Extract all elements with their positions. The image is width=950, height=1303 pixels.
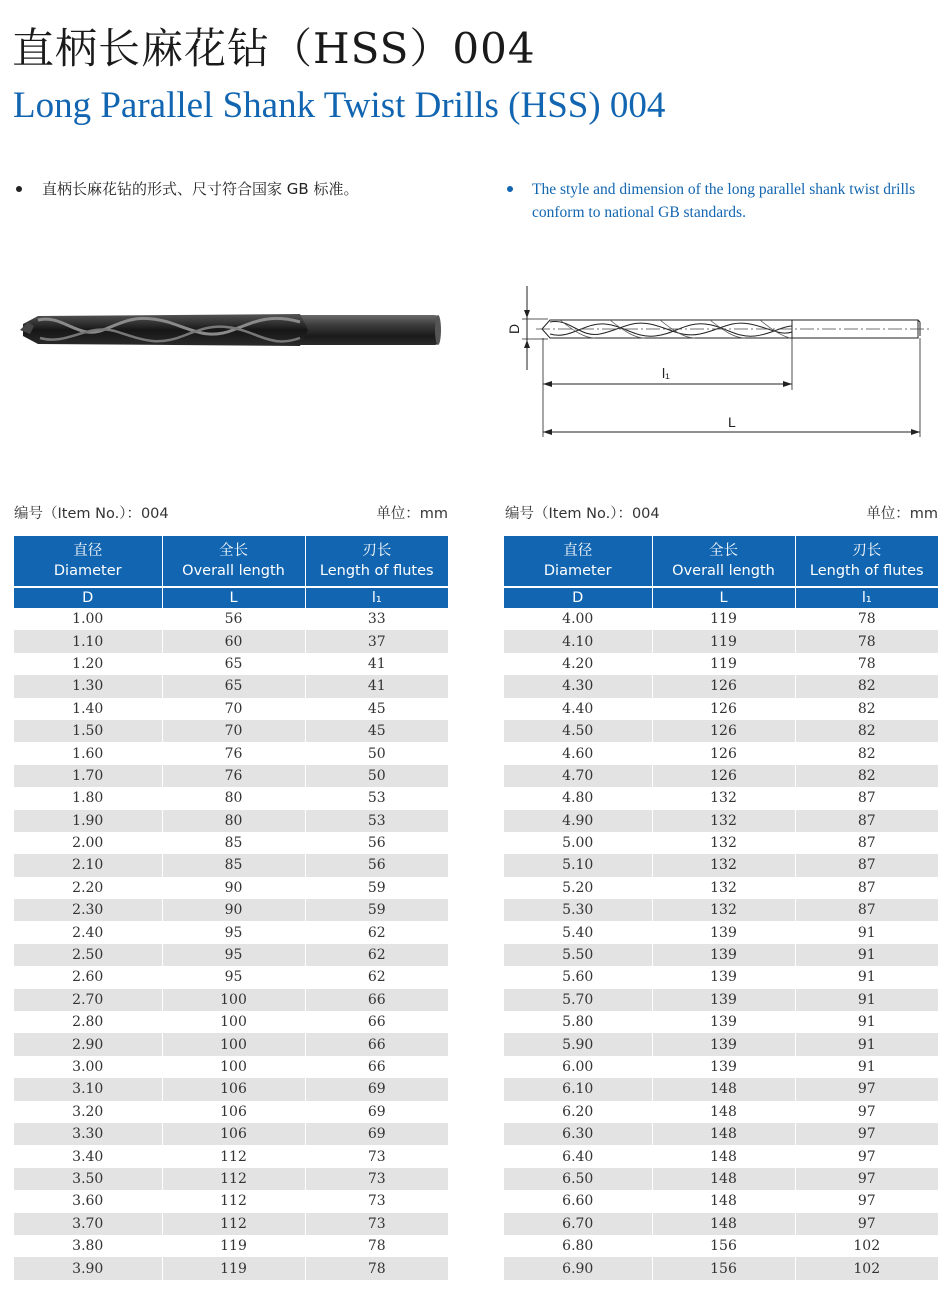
cell-diameter: 3.70 [14, 1213, 162, 1235]
header-flute-length [795, 536, 938, 587]
table-row [14, 1011, 448, 1033]
cell-flute-length: 62 [305, 966, 448, 988]
cell-diameter: 5.50 [504, 944, 652, 966]
cell-diameter: 1.00 [14, 608, 162, 630]
cell-overall-length: 126 [652, 720, 795, 742]
cell-diameter: 5.90 [504, 1033, 652, 1055]
cell-diameter: 5.40 [504, 921, 652, 943]
cell-diameter: 5.80 [504, 1011, 652, 1033]
cell-diameter: 3.60 [14, 1190, 162, 1212]
cell-flute-length: 73 [305, 1190, 448, 1212]
cell-overall-length: 70 [162, 698, 305, 720]
cell-diameter: 1.10 [14, 630, 162, 652]
cell-overall-length: 126 [652, 742, 795, 764]
standard-note-cn-text: 直柄长麻花钻的形式、尺寸符合国家 GB 标准。 [42, 180, 359, 198]
table-row [14, 1190, 448, 1212]
cell-diameter: 1.70 [14, 765, 162, 787]
header-diameter [14, 536, 162, 587]
cell-flute-length: 62 [305, 921, 448, 943]
table-row [14, 1123, 448, 1145]
spec-table-left [14, 536, 448, 1280]
cell-flute-length: 41 [305, 653, 448, 675]
cell-flute-length: 97 [795, 1145, 938, 1167]
cell-flute-length: 97 [795, 1101, 938, 1123]
cell-diameter: 2.30 [14, 899, 162, 921]
cell-overall-length: 156 [652, 1257, 795, 1279]
header-diameter-en: Diameter [543, 563, 612, 579]
cell-overall-length: 148 [652, 1168, 795, 1190]
cell-overall-length: 132 [652, 832, 795, 854]
cell-overall-length: 90 [162, 877, 305, 899]
cell-overall-length: 126 [652, 765, 795, 787]
cell-flute-length: 56 [305, 854, 448, 876]
cell-flute-length: 69 [305, 1101, 448, 1123]
cell-overall-length: 106 [162, 1101, 305, 1123]
table-row [504, 1257, 938, 1279]
table-row [14, 877, 448, 899]
cell-overall-length: 100 [162, 989, 305, 1011]
table-row [504, 720, 938, 742]
header-symbol-d: D [504, 587, 652, 608]
standard-note-en-text: The style and dimension of the long parallel shank twist drills conform to national GB standards. [532, 181, 916, 221]
cell-diameter: 1.40 [14, 698, 162, 720]
table-row [14, 854, 448, 876]
drill-diagram [500, 282, 940, 442]
table-row [504, 832, 938, 854]
cell-overall-length: 65 [162, 653, 305, 675]
table-row [14, 921, 448, 943]
cell-flute-length: 91 [795, 1011, 938, 1033]
cell-overall-length: 119 [652, 630, 795, 652]
cell-flute-length: 69 [305, 1078, 448, 1100]
cell-overall-length: 148 [652, 1190, 795, 1212]
cell-flute-length: 66 [305, 1011, 448, 1033]
cell-overall-length: 132 [652, 877, 795, 899]
cell-overall-length: 119 [162, 1235, 305, 1257]
cell-flute-length: 56 [305, 832, 448, 854]
table-row [504, 989, 938, 1011]
cell-flute-length: 45 [305, 720, 448, 742]
cell-diameter: 3.80 [14, 1235, 162, 1257]
header-symbol-l: L [652, 587, 795, 608]
cell-diameter: 1.80 [14, 787, 162, 809]
cell-diameter: 4.90 [504, 810, 652, 832]
cell-diameter: 1.30 [14, 675, 162, 697]
table-row [504, 921, 938, 943]
cell-diameter: 4.60 [504, 742, 652, 764]
table-row [504, 1011, 938, 1033]
table-row [14, 832, 448, 854]
cell-overall-length: 148 [652, 1123, 795, 1145]
table-row [504, 653, 938, 675]
cell-diameter: 5.30 [504, 899, 652, 921]
cell-overall-length: 119 [652, 653, 795, 675]
cell-overall-length: 139 [652, 921, 795, 943]
standard-note-cn [14, 178, 358, 199]
table-row [14, 944, 448, 966]
cell-flute-length: 53 [305, 810, 448, 832]
header-overall-length [652, 536, 795, 587]
cell-diameter: 3.40 [14, 1145, 162, 1167]
cell-flute-length: 69 [305, 1123, 448, 1145]
cell-diameter: 6.70 [504, 1213, 652, 1235]
cell-flute-length: 78 [305, 1235, 448, 1257]
cell-flute-length: 78 [795, 630, 938, 652]
cell-diameter: 1.20 [14, 653, 162, 675]
table-row [504, 1056, 938, 1078]
cell-overall-length: 148 [652, 1145, 795, 1167]
cell-flute-length: 91 [795, 989, 938, 1011]
item-number-left: 编号（Item No.）：004 [14, 506, 169, 522]
table-row [504, 810, 938, 832]
cell-flute-length: 87 [795, 877, 938, 899]
cell-overall-length: 139 [652, 944, 795, 966]
table-row [504, 765, 938, 787]
cell-overall-length: 65 [162, 675, 305, 697]
table-row [14, 720, 448, 742]
cell-flute-length: 41 [305, 675, 448, 697]
cell-overall-length: 148 [652, 1078, 795, 1100]
cell-overall-length: 119 [652, 608, 795, 630]
cell-overall-length: 85 [162, 832, 305, 854]
cell-overall-length: 70 [162, 720, 305, 742]
table-row [14, 698, 448, 720]
cell-flute-length: 97 [795, 1123, 938, 1145]
cell-diameter: 6.80 [504, 1235, 652, 1257]
cell-overall-length: 119 [162, 1257, 305, 1279]
cell-overall-length: 76 [162, 742, 305, 764]
header-flute-length-cn: 刃长 [852, 543, 882, 559]
cell-diameter: 1.60 [14, 742, 162, 764]
header-overall-length [162, 536, 305, 587]
header-flute-length-en: Length of flutes [809, 563, 924, 579]
cell-diameter: 5.60 [504, 966, 652, 988]
cell-overall-length: 112 [162, 1190, 305, 1212]
table-row [504, 854, 938, 876]
cell-flute-length: 87 [795, 854, 938, 876]
table-row [14, 1168, 448, 1190]
table-row [14, 765, 448, 787]
table-row [504, 899, 938, 921]
cell-flute-length: 73 [305, 1145, 448, 1167]
cell-overall-length: 132 [652, 810, 795, 832]
table-row [504, 1145, 938, 1167]
cell-diameter: 1.90 [14, 810, 162, 832]
table-row [504, 608, 938, 630]
cell-diameter: 1.50 [14, 720, 162, 742]
cell-overall-length: 56 [162, 608, 305, 630]
table-row [14, 899, 448, 921]
cell-flute-length: 87 [795, 899, 938, 921]
header-overall-length-cn: 全长 [219, 543, 248, 559]
table-row [504, 1101, 938, 1123]
cell-diameter: 3.20 [14, 1101, 162, 1123]
header-diameter-cn: 直径 [563, 543, 593, 559]
cell-flute-length: 73 [305, 1168, 448, 1190]
table-row [504, 787, 938, 809]
table-row [14, 1145, 448, 1167]
table-row [14, 675, 448, 697]
cell-flute-length: 91 [795, 921, 938, 943]
header-flute-length-cn: 刃长 [362, 543, 392, 559]
cell-diameter: 5.20 [504, 877, 652, 899]
table-row [14, 787, 448, 809]
item-number-right: 编号（Item No.）：004 [505, 506, 660, 522]
diagram-label-d: D [506, 323, 522, 334]
cell-diameter: 4.30 [504, 675, 652, 697]
cell-overall-length: 126 [652, 698, 795, 720]
cell-diameter: 2.40 [14, 921, 162, 943]
table-row [504, 1078, 938, 1100]
table-row [14, 1235, 448, 1257]
drill-photo [18, 300, 443, 360]
cell-diameter: 2.60 [14, 966, 162, 988]
cell-overall-length: 126 [652, 675, 795, 697]
cell-diameter: 2.10 [14, 854, 162, 876]
cell-flute-length: 91 [795, 944, 938, 966]
table-row [504, 944, 938, 966]
cell-diameter: 6.60 [504, 1190, 652, 1212]
cell-flute-length: 73 [305, 1213, 448, 1235]
cell-overall-length: 95 [162, 921, 305, 943]
diagram-label-l: L [728, 414, 736, 430]
cell-diameter: 5.00 [504, 832, 652, 854]
spec-table-right [504, 536, 938, 1280]
cell-overall-length: 132 [652, 899, 795, 921]
table-row [504, 1235, 938, 1257]
cell-diameter: 2.50 [14, 944, 162, 966]
table-row [504, 698, 938, 720]
cell-overall-length: 95 [162, 966, 305, 988]
cell-flute-length: 33 [305, 608, 448, 630]
cell-flute-length: 97 [795, 1213, 938, 1235]
cell-diameter: 3.10 [14, 1078, 162, 1100]
cell-overall-length: 139 [652, 989, 795, 1011]
table-row [14, 989, 448, 1011]
cell-diameter: 4.10 [504, 630, 652, 652]
cell-diameter: 6.20 [504, 1101, 652, 1123]
cell-flute-length: 59 [305, 877, 448, 899]
cell-diameter: 2.70 [14, 989, 162, 1011]
cell-diameter: 6.30 [504, 1123, 652, 1145]
cell-diameter: 5.10 [504, 854, 652, 876]
cell-diameter: 3.50 [14, 1168, 162, 1190]
cell-overall-length: 156 [652, 1235, 795, 1257]
cell-flute-length: 91 [795, 966, 938, 988]
header-symbol-d: D [14, 587, 162, 608]
table-row [504, 675, 938, 697]
cell-diameter: 5.70 [504, 989, 652, 1011]
table-row [14, 966, 448, 988]
cell-overall-length: 100 [162, 1056, 305, 1078]
table-row [14, 810, 448, 832]
table-row [14, 1257, 448, 1279]
table-row [14, 1056, 448, 1078]
cell-diameter: 3.90 [14, 1257, 162, 1279]
table-row [504, 1213, 938, 1235]
cell-flute-length: 82 [795, 742, 938, 764]
cell-flute-length: 91 [795, 1056, 938, 1078]
cell-overall-length: 85 [162, 854, 305, 876]
cell-overall-length: 112 [162, 1168, 305, 1190]
cell-diameter: 2.20 [14, 877, 162, 899]
header-symbol-l: L [162, 587, 305, 608]
cell-flute-length: 82 [795, 675, 938, 697]
cell-overall-length: 100 [162, 1033, 305, 1055]
cell-overall-length: 76 [162, 765, 305, 787]
cell-flute-length: 37 [305, 630, 448, 652]
cell-flute-length: 59 [305, 899, 448, 921]
table-row [504, 1123, 938, 1145]
unit-label-right: 单位：mm [866, 506, 938, 522]
table-row [14, 742, 448, 764]
table-row [504, 966, 938, 988]
cell-diameter: 4.80 [504, 787, 652, 809]
cell-overall-length: 139 [652, 1056, 795, 1078]
cell-flute-length: 45 [305, 698, 448, 720]
header-flute-length-en: Length of flutes [319, 563, 434, 579]
cell-overall-length: 139 [652, 1011, 795, 1033]
cell-overall-length: 148 [652, 1101, 795, 1123]
cell-diameter: 6.50 [504, 1168, 652, 1190]
cell-diameter: 2.80 [14, 1011, 162, 1033]
cell-diameter: 4.70 [504, 765, 652, 787]
header-symbol-l1: l₁ [305, 587, 448, 608]
cell-diameter: 4.50 [504, 720, 652, 742]
cell-flute-length: 66 [305, 1056, 448, 1078]
cell-diameter: 6.00 [504, 1056, 652, 1078]
cell-flute-length: 78 [795, 653, 938, 675]
cell-flute-length: 87 [795, 832, 938, 854]
table-row [14, 1101, 448, 1123]
cell-flute-length: 97 [795, 1168, 938, 1190]
cell-flute-length: 62 [305, 944, 448, 966]
cell-overall-length: 80 [162, 810, 305, 832]
table-row [504, 877, 938, 899]
cell-diameter: 6.90 [504, 1257, 652, 1279]
cell-flute-length: 102 [795, 1235, 938, 1257]
cell-overall-length: 139 [652, 966, 795, 988]
cell-diameter: 3.30 [14, 1123, 162, 1145]
cell-overall-length: 100 [162, 1011, 305, 1033]
header-overall-length-en: Overall length [182, 563, 285, 579]
cell-flute-length: 87 [795, 810, 938, 832]
table-row [504, 1190, 938, 1212]
cell-overall-length: 112 [162, 1145, 305, 1167]
cell-overall-length: 139 [652, 1033, 795, 1055]
cell-flute-length: 78 [795, 608, 938, 630]
table-row [504, 1033, 938, 1055]
cell-flute-length: 50 [305, 765, 448, 787]
cell-flute-length: 82 [795, 720, 938, 742]
cell-flute-length: 50 [305, 742, 448, 764]
cell-overall-length: 148 [652, 1213, 795, 1235]
cell-overall-length: 80 [162, 787, 305, 809]
table-row [14, 1078, 448, 1100]
cell-overall-length: 95 [162, 944, 305, 966]
cell-flute-length: 97 [795, 1078, 938, 1100]
cell-flute-length: 87 [795, 787, 938, 809]
table-row [14, 608, 448, 630]
cell-overall-length: 106 [162, 1078, 305, 1100]
page-title-cn: 直柄长麻花钻（HSS）004 [12, 24, 536, 73]
table-row [504, 1168, 938, 1190]
table-row [14, 653, 448, 675]
cell-overall-length: 132 [652, 854, 795, 876]
cell-overall-length: 106 [162, 1123, 305, 1145]
cell-flute-length: 97 [795, 1190, 938, 1212]
unit-label-left: 单位：mm [376, 506, 448, 522]
cell-overall-length: 60 [162, 630, 305, 652]
cell-diameter: 4.40 [504, 698, 652, 720]
header-diameter-cn: 直径 [73, 543, 103, 559]
table-row [504, 742, 938, 764]
cell-diameter: 6.10 [504, 1078, 652, 1100]
cell-flute-length: 66 [305, 1033, 448, 1055]
cell-flute-length: 102 [795, 1257, 938, 1279]
table-row [14, 630, 448, 652]
cell-diameter: 4.00 [504, 608, 652, 630]
cell-overall-length: 112 [162, 1213, 305, 1235]
table-row [14, 1033, 448, 1055]
cell-overall-length: 132 [652, 787, 795, 809]
cell-flute-length: 91 [795, 1033, 938, 1055]
cell-diameter: 6.40 [504, 1145, 652, 1167]
header-flute-length [305, 536, 448, 587]
cell-diameter: 2.90 [14, 1033, 162, 1055]
standard-note-en [505, 178, 943, 224]
header-overall-length-en: Overall length [672, 563, 775, 579]
header-diameter-en: Diameter [53, 563, 122, 579]
page-title-en: Long Parallel Shank Twist Drills (HSS) 004 [13, 85, 666, 126]
cell-flute-length: 82 [795, 698, 938, 720]
cell-flute-length: 53 [305, 787, 448, 809]
cell-diameter: 2.00 [14, 832, 162, 854]
cell-diameter: 3.00 [14, 1056, 162, 1078]
cell-diameter: 4.20 [504, 653, 652, 675]
cell-flute-length: 78 [305, 1257, 448, 1279]
header-overall-length-cn: 全长 [709, 543, 738, 559]
cell-overall-length: 90 [162, 899, 305, 921]
table-row [504, 630, 938, 652]
cell-flute-length: 82 [795, 765, 938, 787]
header-symbol-l1: l₁ [795, 587, 938, 608]
diagram-label-l1: l₁ [662, 365, 670, 381]
cell-flute-length: 66 [305, 989, 448, 1011]
header-diameter [504, 536, 652, 587]
table-row [14, 1213, 448, 1235]
